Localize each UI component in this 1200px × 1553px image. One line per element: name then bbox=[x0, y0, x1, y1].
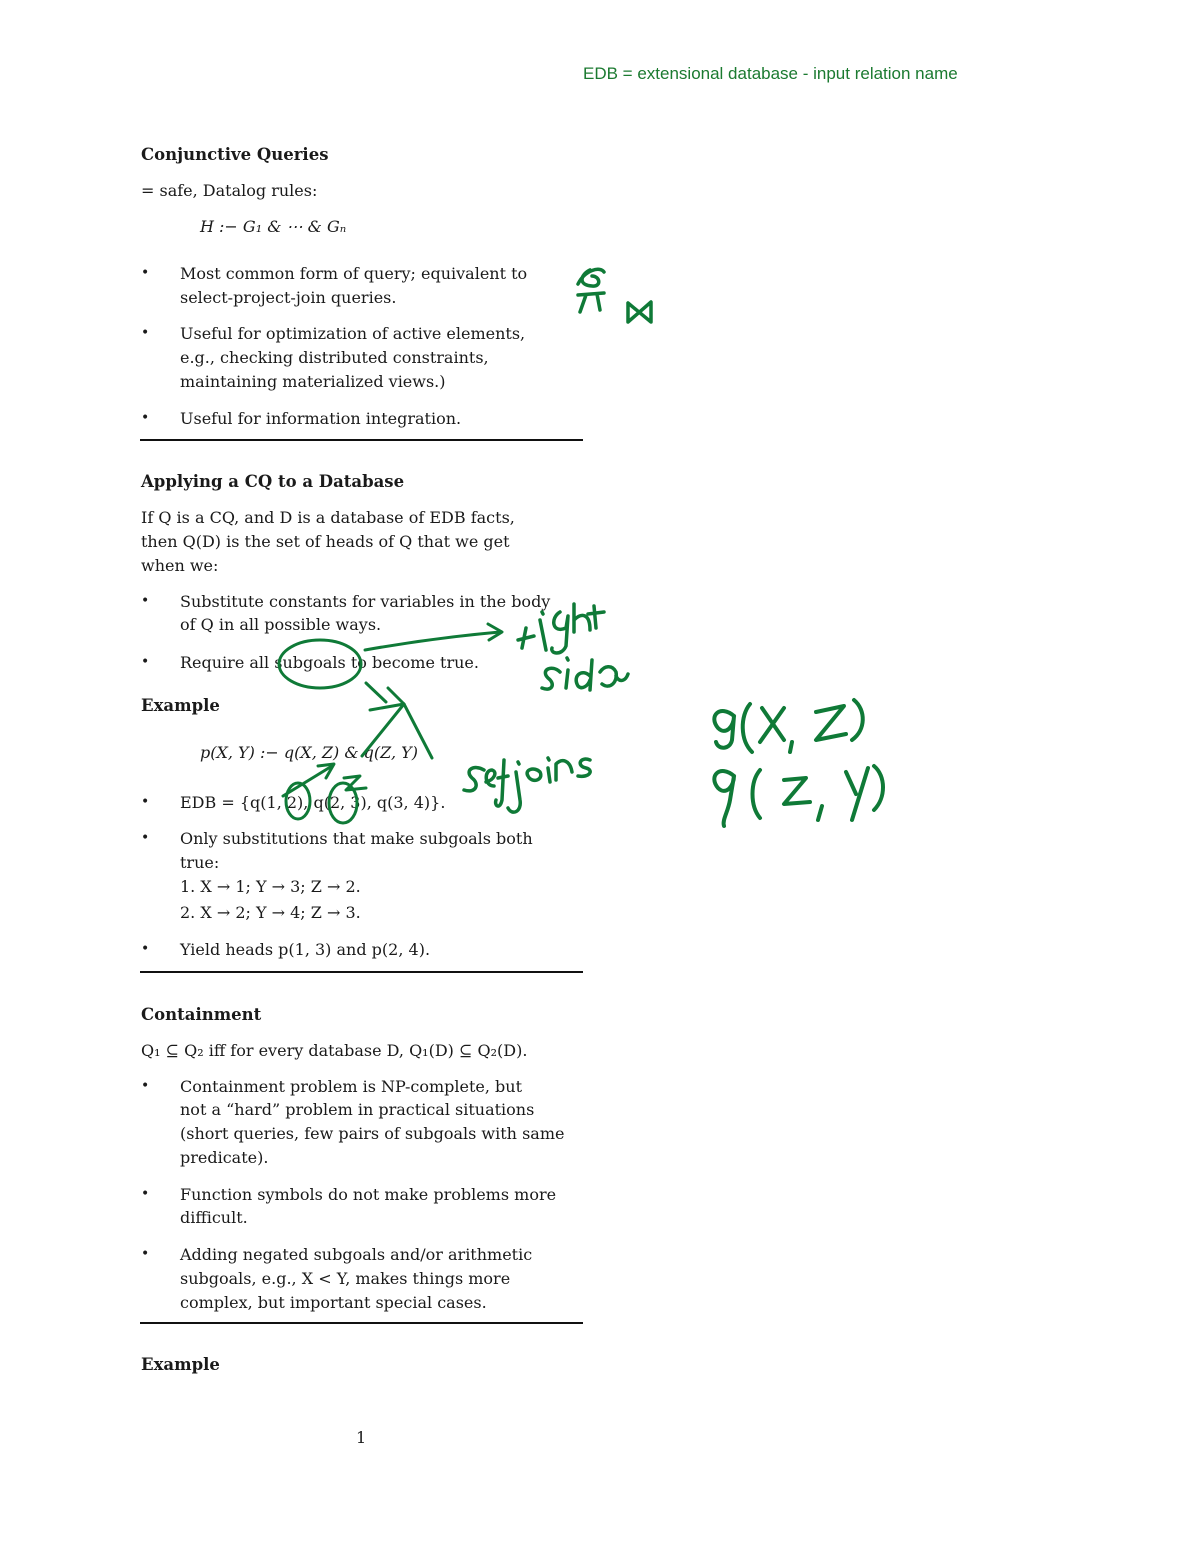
heading-containment: Containment bbox=[141, 1005, 262, 1024]
cont-b1-l4: predicate). bbox=[180, 1148, 269, 1167]
heading-conjunctive-queries: Conjunctive Queries bbox=[141, 145, 329, 164]
cq-b2-l3: maintaining materialized views.) bbox=[180, 372, 446, 391]
bullet: • bbox=[141, 830, 150, 846]
cq-b2-l1: Useful for optimization of active elements, bbox=[180, 324, 526, 343]
cq-intro: = safe, Datalog rules: bbox=[141, 181, 318, 200]
heading-example-1: Example bbox=[141, 696, 220, 715]
handwritten-edb-note: EDB = extensional database - input relation name bbox=[583, 64, 958, 83]
example-sub-2: 2. X → 2; Y → 4; Z → 3. bbox=[180, 903, 361, 922]
cont-b3-l1: Adding negated subgoals and/or arithmetic bbox=[180, 1245, 533, 1264]
apply-b1-l2: of Q in all possible ways. bbox=[180, 615, 382, 634]
example-only-l1: Only substitutions that make subgoals both bbox=[180, 829, 533, 848]
example-rule: p(X, Y) :− q(X, Z) & q(Z, Y) bbox=[200, 743, 418, 762]
cq-b2-l2: e.g., checking distributed constraints, bbox=[180, 348, 489, 367]
bullet: • bbox=[141, 593, 150, 609]
bullet: • bbox=[141, 410, 150, 426]
bullet: • bbox=[141, 265, 150, 281]
apply-p-l1: If Q is a CQ, and D is a database of EDB facts, bbox=[141, 508, 515, 527]
bullet: • bbox=[141, 325, 150, 341]
apply-p-l2: then Q(D) is the set of heads of Q that we get bbox=[141, 532, 510, 551]
bullet: • bbox=[141, 1246, 150, 1262]
page-number: 1 bbox=[356, 1428, 367, 1447]
cont-b3-l2: subgoals, e.g., X < Y, makes things more bbox=[180, 1269, 511, 1288]
apply-p-l3: when we: bbox=[141, 556, 219, 575]
bullet: • bbox=[141, 1186, 150, 1202]
bullet: • bbox=[141, 941, 150, 957]
cont-b1-l1: Containment problem is NP-complete, but bbox=[180, 1077, 522, 1096]
cont-b2-l1: Function symbols do not make problems more bbox=[180, 1185, 557, 1204]
heading-applying-cq: Applying a CQ to a Database bbox=[141, 472, 405, 491]
apply-b2: Require all subgoals to become true. bbox=[180, 653, 479, 672]
cq-b3: Useful for information integration. bbox=[180, 409, 462, 428]
section-divider bbox=[140, 439, 583, 441]
bullet: • bbox=[141, 654, 150, 670]
cont-b2-l2: difficult. bbox=[180, 1208, 248, 1227]
cq-b1-l1: Most common form of query; equivalent to bbox=[180, 264, 528, 283]
example-sub-1: 1. X → 1; Y → 3; Z → 2. bbox=[180, 877, 361, 896]
heading-example-2: Example bbox=[141, 1355, 220, 1374]
example-only-l2: true: bbox=[180, 853, 220, 872]
example-edb: EDB = {q(1, 2), q(2, 3), q(3, 4)}. bbox=[180, 793, 446, 812]
cq-b1-l2: select-project-join queries. bbox=[180, 288, 397, 307]
cq-rule: H :− G₁ & ⋯ & Gₙ bbox=[200, 217, 347, 236]
section-divider bbox=[140, 1322, 583, 1324]
cont-b3-l3: complex, but important special cases. bbox=[180, 1293, 487, 1312]
cont-b1-l2: not a “hard” problem in practical situations bbox=[180, 1100, 535, 1119]
bullet: • bbox=[141, 794, 150, 810]
section-divider bbox=[140, 971, 583, 973]
apply-b1-l1: Substitute constants for variables in the body bbox=[180, 592, 551, 611]
containment-def: Q₁ ⊆ Q₂ iff for every database D, Q₁(D) ⊆ Q₂(D). bbox=[141, 1041, 528, 1060]
bullet: • bbox=[141, 1078, 150, 1094]
cont-b1-l3: (short queries, few pairs of subgoals with same bbox=[180, 1124, 565, 1143]
example-yield: Yield heads p(1, 3) and p(2, 4). bbox=[180, 940, 431, 959]
